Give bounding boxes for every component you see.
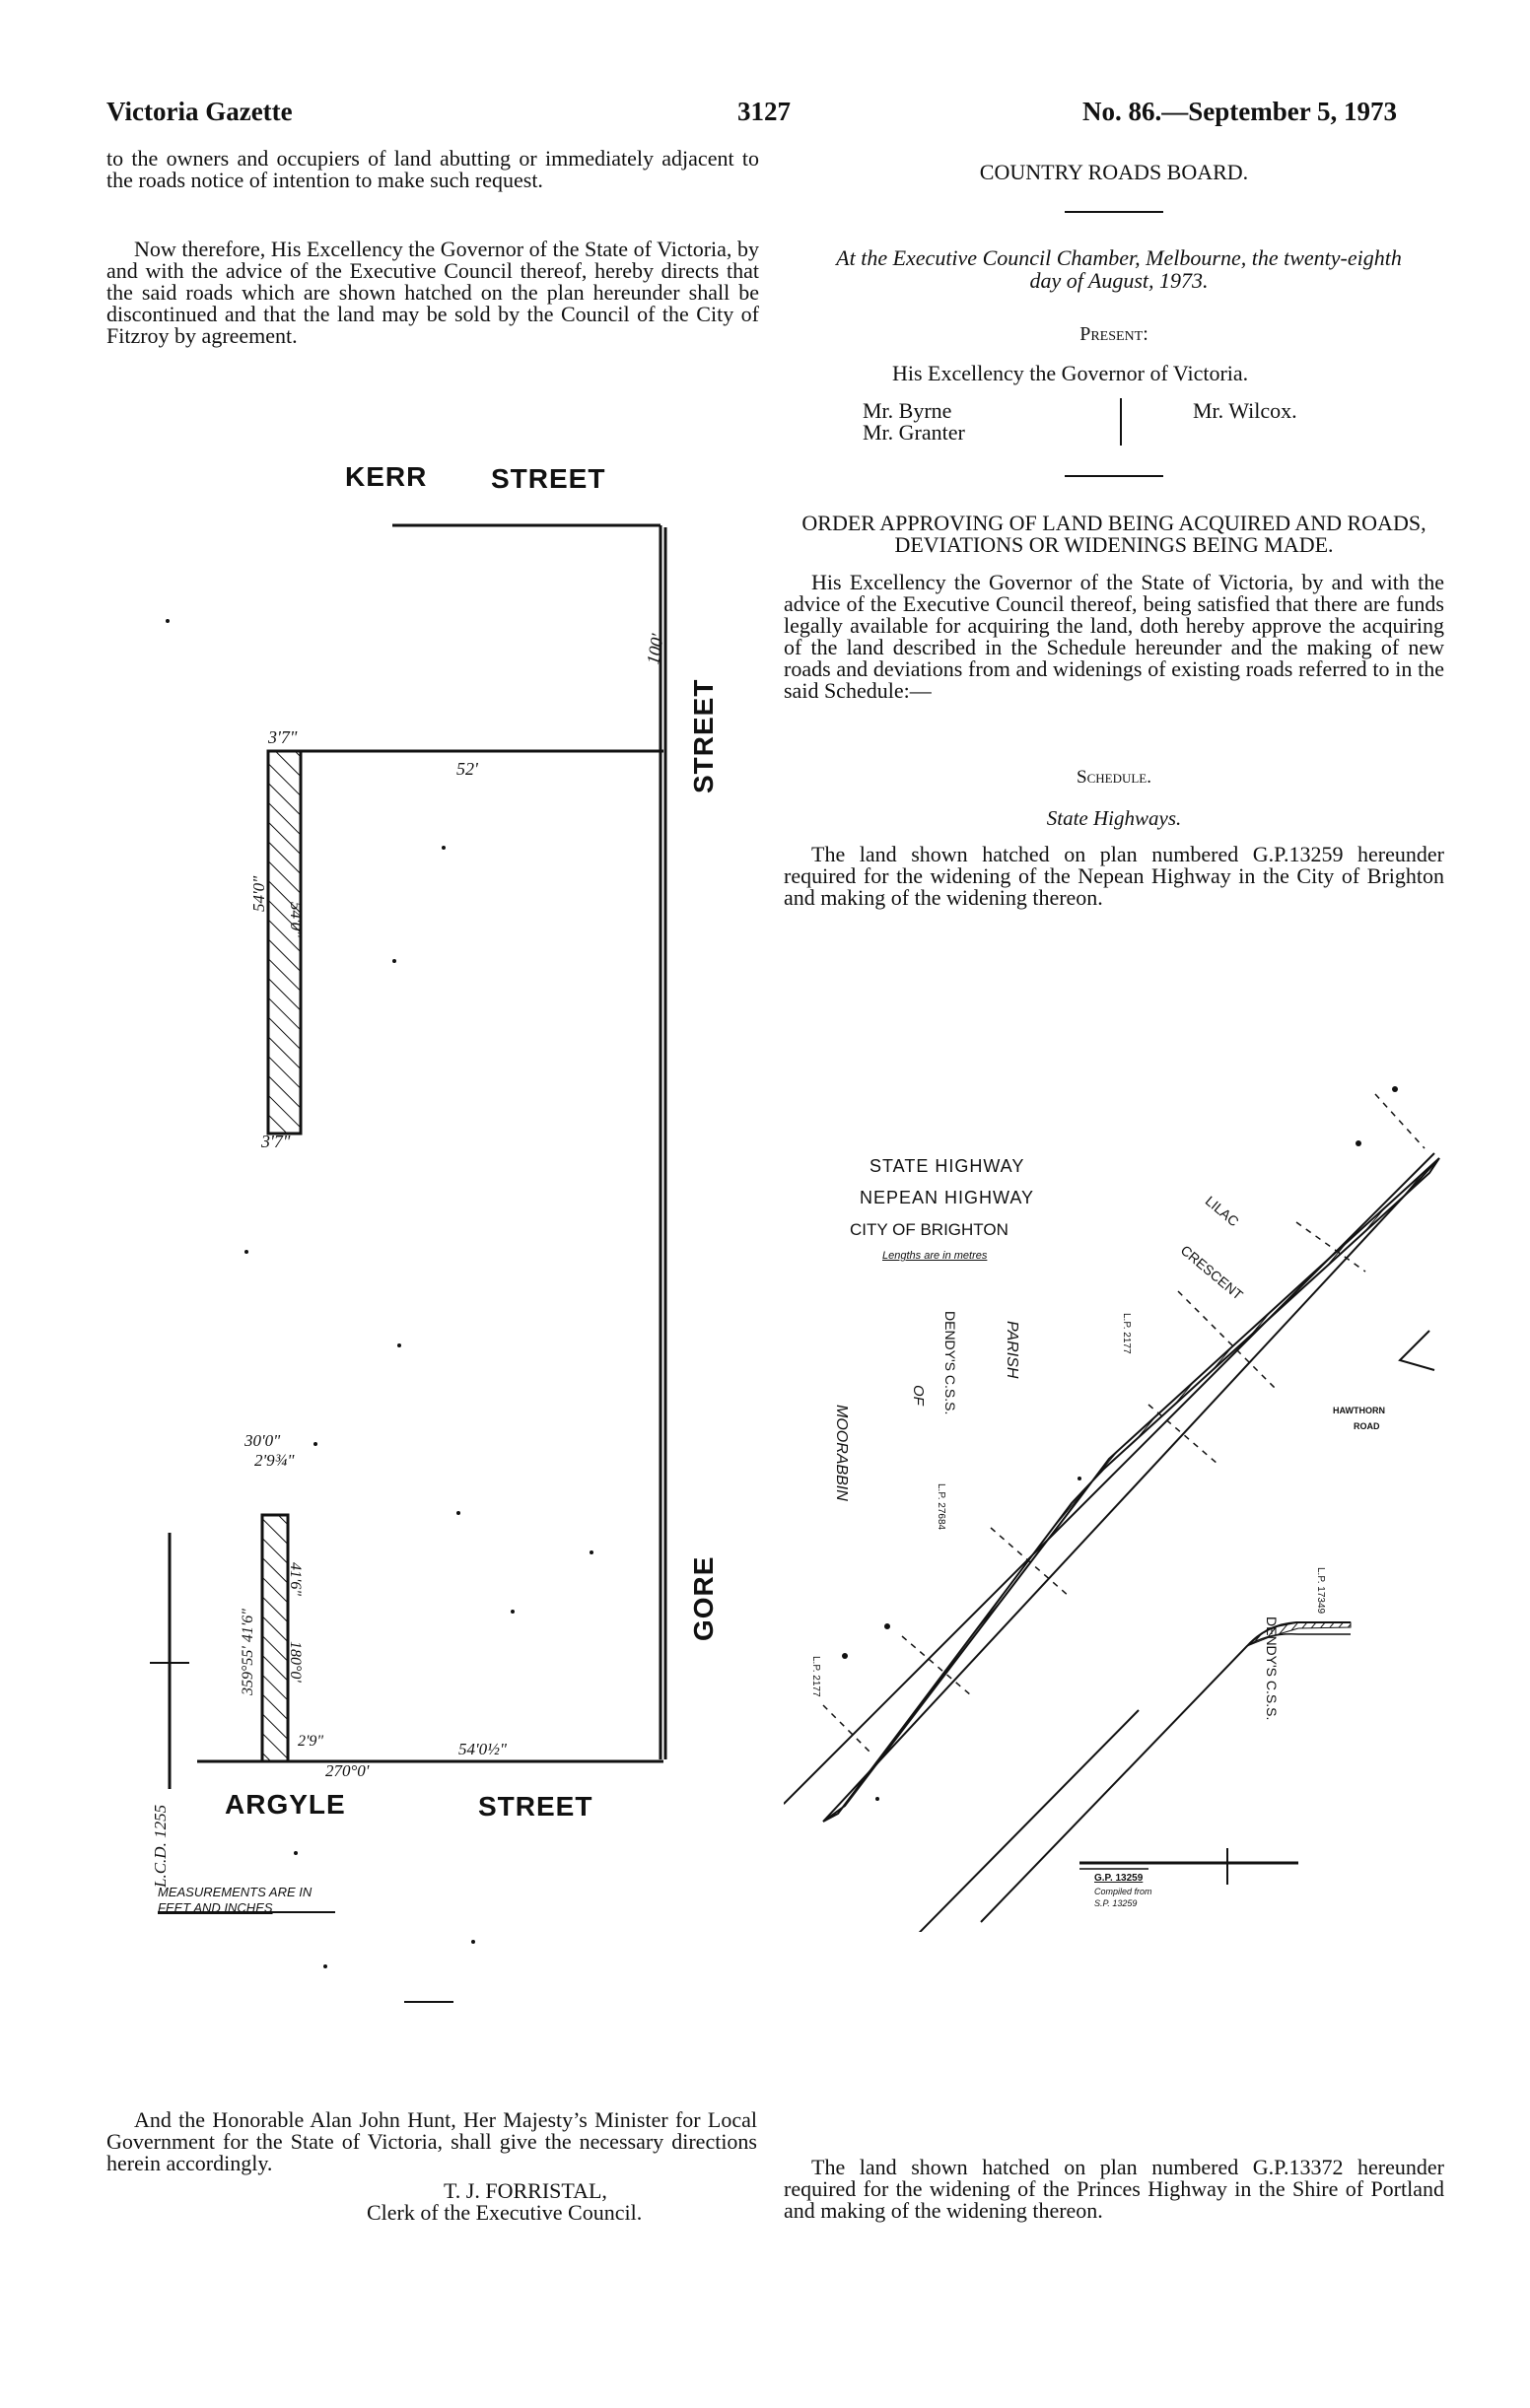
left-paragraph-1: to the owners and occupiers of land abutting or immediately adjacent to the roads notice of intention to make such request. (106, 146, 759, 192)
left-divider (404, 2001, 453, 2003)
measurement-note-2: FEET AND INCHES (158, 1900, 273, 1915)
dim-30: 30'0" (244, 1431, 281, 1450)
of-label: OF (910, 1385, 927, 1406)
lcd-label: L.C.D. 1255 (151, 1804, 170, 1888)
land-description-2: The land shown hatched on plan numbered G.P.13372 hereunder required for the widening of the Princes Highway in the Shire of Portland and making of the widening thereon. (784, 2155, 1444, 2223)
member-byrne: Mr. Byrne (863, 398, 952, 423)
dim-270: 270°0' (325, 1761, 370, 1780)
lp-label-1: L.P. 2177 (1121, 1313, 1132, 1354)
lp-label-4: L.P. 27684 (936, 1483, 946, 1531)
hawthorn-road-line (981, 1622, 1351, 1922)
kerr-label: KERR (345, 461, 428, 492)
signature-name: T. J. FORRISTAL, (444, 2178, 607, 2203)
lp-label-2: L.P. 2177 (810, 1656, 821, 1697)
gp-label: G.P. 13259 (1094, 1873, 1144, 1884)
road-closure-plan (128, 448, 739, 1986)
map-title-3: CITY OF BRIGHTON (850, 1220, 1008, 1239)
member-wilcox: Mr. Wilcox. (1193, 398, 1297, 423)
compiled-label: Compiled from (1094, 1887, 1152, 1896)
dim-41-6: 41'6" (287, 1562, 304, 1597)
dim-3-7-bottom: 3'7" (261, 1132, 291, 1151)
divider-1 (1065, 211, 1163, 213)
state-highways-heading: State Highways. (1046, 806, 1182, 830)
page-number: 3127 (737, 97, 791, 126)
dim-180: 180°0' (287, 1641, 304, 1683)
map-title-4: Lengths are in metres (882, 1250, 988, 1262)
dim-54-left: 54'0" (249, 875, 268, 912)
dendys-label-2: DENDY'S C.S.S. (1264, 1617, 1280, 1721)
chamber-line: At the Executive Council Chamber, Melbourne, the twenty-eighth day of August, 1973. (836, 245, 1402, 293)
gore-label: GORE (688, 1555, 719, 1641)
lilac-label: LILAC (1202, 1193, 1242, 1230)
order-body: His Excellency the Governor of the State of Victoria, by and with the advice of the Executive Council thereof, being satisfied that there are funds legally available for acquiring the land, doth hereby approve the acquiring of the land described in the Schedule hereunder and the making of new roads and deviations from and widenings of existing roads referred to in the said Schedule:— (784, 570, 1444, 703)
road-label: ROAD (1354, 1421, 1380, 1431)
crescent-label: CRESCENT (1177, 1242, 1246, 1303)
hawthorn-label: HAWTHORN (1333, 1406, 1385, 1415)
present-label: Present: (1079, 323, 1148, 345)
gazette-title: Victoria Gazette (106, 97, 293, 126)
member-granter: Mr. Granter (863, 420, 965, 445)
signature-title: Clerk of the Executive Council. (367, 2200, 643, 2225)
dim-100: 100' (643, 632, 668, 666)
upper-hatched-road (268, 751, 301, 1134)
measurement-note-1: MEASUREMENTS ARE IN (158, 1885, 313, 1899)
dim-54-right: 54'0" (287, 902, 306, 938)
dim-3-7-top: 3'7" (268, 727, 298, 747)
kerr-street-label: STREET (491, 463, 606, 494)
land-description-1: The land shown hatched on plan numbered G.P.13259 hereunder required for the widening of the Nepean Highway in the City of Brighton and making of the widening thereon. (784, 842, 1444, 910)
parish-label: PARISH (1004, 1321, 1020, 1379)
lp-label-3: L.P. 17349 (1315, 1567, 1326, 1615)
gore-street-label: STREET (688, 678, 719, 793)
order-title: ORDER APPROVING OF LAND BEING ACQUIRED AND ROADS, DEVIATIONS OR WIDENINGS BEING MADE. (801, 511, 1426, 557)
governor-line: His Excellency the Governor of Victoria. (892, 361, 1249, 385)
dendys-label-1: DENDY'S C.S.S. (942, 1311, 958, 1415)
schedule-heading: Schedule. (1077, 767, 1151, 788)
sp-label: S.P. 13259 (1094, 1898, 1138, 1908)
dim-54-0-half: 54'0½" (458, 1740, 508, 1758)
map-title-2: NEPEAN HIGHWAY (860, 1188, 1035, 1207)
closing-paragraph: And the Honorable Alan John Hunt, Her Majesty’s Minister for Local Government for the State of Victoria, shall give the necessary directions herein accordingly. (106, 2107, 757, 2175)
member-separator (1120, 398, 1122, 446)
map-title-1: STATE HIGHWAY (869, 1156, 1025, 1176)
issue-date: No. 86.—September 5, 1973 (1082, 97, 1397, 126)
lower-hatched-road (262, 1515, 288, 1761)
dim-bearing: 359°55' 41'6" (240, 1609, 256, 1695)
dim-52: 52' (456, 759, 478, 779)
divider-2 (1065, 475, 1163, 477)
moorabbin-label: MOORABBIN (833, 1405, 850, 1501)
argyle-street-label: STREET (478, 1791, 593, 1822)
dim-2-9-3: 2'9¾" (254, 1451, 295, 1470)
left-paragraph-2: Now therefore, His Excellency the Governor of the State of Victoria, by and with the advice of the Executive Council thereof, hereby directs that the said roads which are shown hatched on the plan hereunder shall be discontinued and that the land may be sold by the Council of the City of Fitzroy by agreement. (106, 237, 759, 348)
board-title: COUNTRY ROADS BOARD. (979, 160, 1249, 184)
dim-2-9: 2'9" (298, 1733, 324, 1750)
argyle-label: ARGYLE (225, 1789, 346, 1820)
